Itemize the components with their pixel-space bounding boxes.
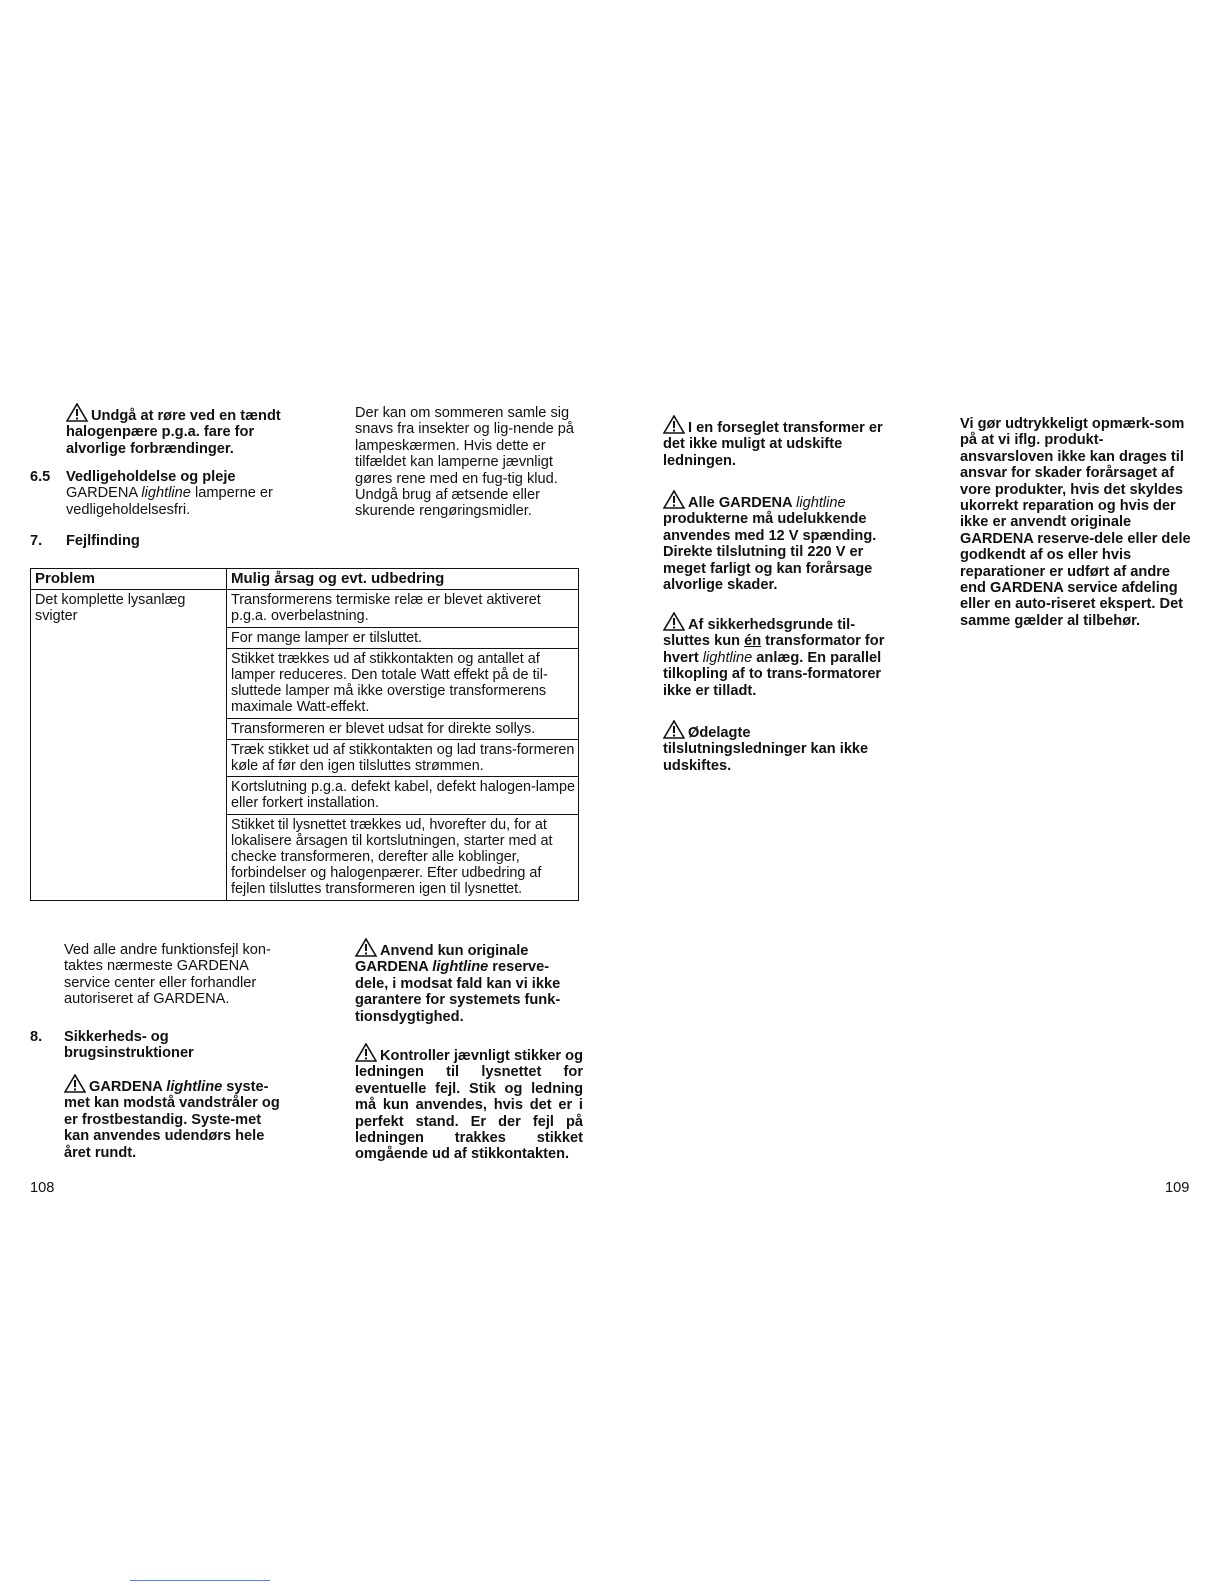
section-6-5-text: GARDENA lightline lamperne er vedligeholdelsesfri.	[66, 485, 273, 518]
warning-triangle-icon	[355, 938, 377, 957]
warning-triangle-icon	[64, 1074, 86, 1093]
fault-table	[30, 568, 579, 901]
page-number-left: 108	[30, 1180, 55, 1196]
warning-check-cables: Kontroller jævnligt stikker og ledningen til lysnettet for eventuelle fejl. Stik og ledning må kun anvendes, hvis det er i perfekt stand. Er der fejl på ledningen trakkes stikket omgående ud af stikkontakten.	[355, 1043, 583, 1163]
cause-cell: Stikket til lysnettet trækkes ud, hvorefter du, for at lokalisere årsagen til kortslutningen, starter med at checke transformeren, derefter alle koblinger, forbindelser og halogenpærer. Efter udbedring af fejlen tilsluttes transformeren igen til lysnettet.	[227, 814, 579, 900]
warning-voltage: Alle GARDENA lightline produkterne må udelukkende anvendes med 12 V spænding. Direkte tilslutning til 220 V er meget farligt og kan forårsage alvorlige skader.	[663, 490, 903, 593]
table-row	[31, 590, 579, 627]
cause-cell: Træk stikket ud af stikkontakten og lad trans-formeren køle af før den igen tilsluttes strømmen.	[227, 739, 579, 776]
section-6-5-title: Vedligeholdelse og pleje	[66, 469, 236, 485]
warning-one-transformer: Af sikkerhedsgrunde til-sluttes kun én transformator for hvert lightline anlæg. En parallel tilkopling af to trans-formatorer ikke er tilladt.	[663, 612, 888, 699]
header-cause: Mulig årsag og evt. udbedring	[227, 569, 579, 590]
warning-triangle-icon	[663, 612, 685, 631]
warning-burn-text: Undgå at røre ved en tændt halogenpære p.g.a. fare for alvorlige forbrændinger.	[66, 408, 281, 457]
cause-cell: For mange lamper er tilsluttet.	[227, 627, 579, 648]
liability-paragraph: Vi gør udtrykkeligt opmærk-som på at vi iflg. produkt-ansvarsloven ikke kan drages til ansvar for skader forårsaget af vore produkter, hvis det skyldes ukorrekt reparation og hvis der ikke er anvendt originale GARDENA reserve-dele eller dele godkendt af os eller hvis reparationer er udført af andre end GARDENA service afdeling eller en auto-riseret ekspert. Det samme gælder al tilbehør.	[960, 416, 1191, 629]
warning-sealed: I en forseglet transformer er det ikke muligt at udskifte ledningen.	[663, 415, 888, 469]
cause-cell: Kortslutning p.g.a. defekt kabel, defekt halogen-lampe eller forkert installation.	[227, 777, 579, 814]
section-8-number: 8.	[30, 1029, 43, 1045]
warning-parts: Anvend kun originale GARDENA lightline reserve-dele, i modsat fald kan vi ikke garantere for systemets funk-tionsdygtighed.	[355, 938, 580, 1025]
warning-water: GARDENA lightline syste-met kan modstå vandstråler og er frostbestandig. Syste-met kan anvendes udendørs hele året rundt.	[64, 1074, 282, 1161]
warning-triangle-icon	[66, 403, 88, 422]
cause-cell: Transformerens termiske relæ er blevet aktiveret p.g.a. overbelastning.	[227, 590, 579, 627]
section-7-number: 7.	[30, 533, 43, 549]
warning-triangle-icon	[663, 490, 685, 509]
table-header-row	[31, 569, 579, 590]
bottom-divider	[130, 1580, 270, 1581]
section-7-title: Fejlfinding	[66, 533, 140, 549]
section-8-title: Sikkerheds- og brugsinstruktioner	[64, 1029, 194, 1062]
warning-triangle-icon	[355, 1043, 377, 1062]
page-number-right: 109	[1165, 1180, 1190, 1196]
cause-cell: Transformeren er blevet udsat for direkte sollys.	[227, 718, 579, 739]
cleaning-paragraph: Der kan om sommeren samle sig snavs fra insekter og lig-nende på lampeskærmen. Hvis dette er tilfældet kan lamperne jævnligt gøres rene med en fug-tig klud. Undgå brug af ætsende eller skurende rengøringsmidler.	[355, 405, 575, 520]
warning-broken-cables: Ødelagte tilslutningsledninger kan ikke udskiftes.	[663, 720, 888, 774]
problem-cell: Det komplette lysanlæg svigter	[31, 590, 227, 900]
section-6-5	[66, 469, 306, 518]
warning-triangle-icon	[663, 720, 685, 739]
other-faults-paragraph: Ved alle andre funktionsfejl kon-taktes nærmeste GARDENA service center eller forhandler autoriseret af GARDENA.	[64, 942, 271, 1008]
section-6-5-number: 6.5	[30, 469, 51, 485]
warning-triangle-icon	[663, 415, 685, 434]
cause-cell: Stikket trækkes ud af stikkontakten og antallet af lamper reduceres. Den totale Watt effekt på de til-sluttede lamper må ikke overstige transformerens maximale Watt-effekt.	[227, 648, 579, 718]
warning-burn	[66, 403, 296, 457]
header-problem: Problem	[31, 569, 227, 590]
